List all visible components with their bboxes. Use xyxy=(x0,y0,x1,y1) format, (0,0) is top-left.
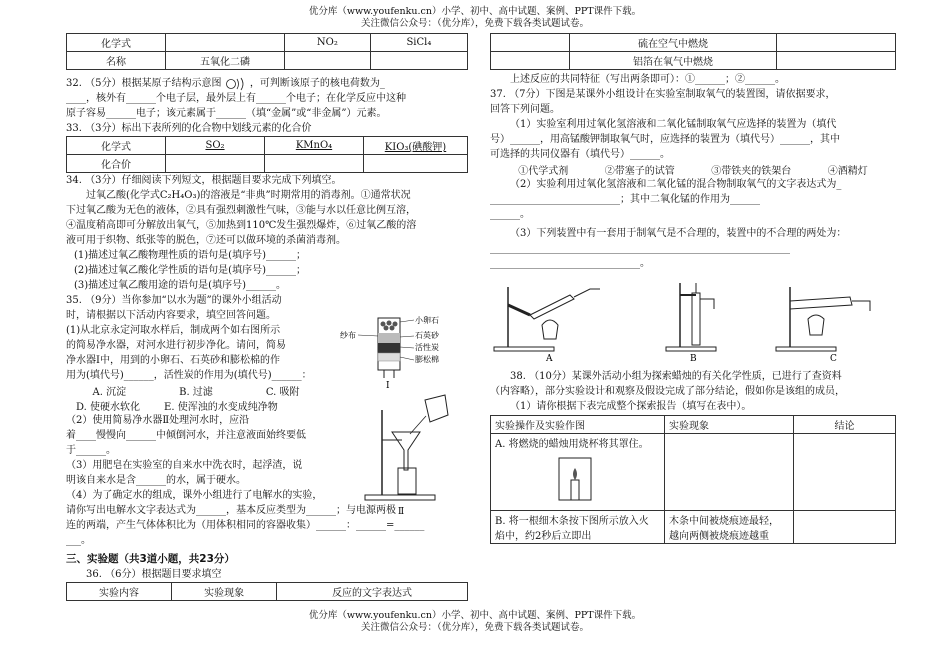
table-header: 结论 xyxy=(794,416,896,434)
table-row xyxy=(491,416,896,434)
table-cell: NO₂ xyxy=(285,34,371,52)
table-cell xyxy=(265,155,364,173)
label-b: B xyxy=(690,354,697,363)
table-cell: 反应的文字表达式 xyxy=(277,583,468,601)
q35-text-f: 用为(填代号)______，活性炭的作用为(填代号)______： xyxy=(66,370,312,381)
cotton-layer xyxy=(378,353,400,361)
option-b: B. 过滤 xyxy=(179,387,213,398)
label-carbon: 活性炭 xyxy=(415,343,439,352)
q35-text-b: 时，请根据以下活动内容要求，填空回答问题。 xyxy=(66,310,276,321)
label-purifier-1: Ⅰ xyxy=(386,381,390,391)
option-a: A. 沉淀 xyxy=(92,387,127,398)
q34-sub-2: (2)描述过氧乙酸化学性质的语句是(填序号)______； xyxy=(74,265,306,276)
q35-text-h: 着____慢慢向______中倾倒河水，并注意液面始终要低 xyxy=(66,430,306,441)
q35-text-m: 请你写出电解水文字表达式为______，基本反应类型为______；与电源两极 xyxy=(66,505,396,516)
header-line-2: 关注微信公众号：（优分库），免费下载各类试题试卷。 xyxy=(360,18,589,29)
question-33: 33. （3分）标出下表所列的化合物中划线元素的化合价 xyxy=(66,123,312,134)
table-row xyxy=(491,34,896,52)
label-sand: 石英砂 xyxy=(415,331,439,340)
table-row xyxy=(67,155,468,173)
label-purifier-2: Ⅱ xyxy=(398,507,405,517)
q32-text-c: ____，核外有______个电子层，最外层上有______个电子；在化学反应中这种 xyxy=(66,93,406,104)
q32-text-d: 原子容易______电子；该元素属于______（填“金属”或“非金属”）元素。 xyxy=(66,108,387,119)
table-cell: 名称 xyxy=(67,52,166,70)
apparatus-a xyxy=(494,287,600,363)
q37-text-c: （1）实验室利用过氧化氢溶液和二氧化锰制取氧气应选择的装置为（填代 xyxy=(510,119,837,130)
q35-options-row-1 xyxy=(66,383,326,398)
combustion-table xyxy=(490,33,896,70)
q35-text-n: 连的两端，产生气体体积比为（用体积相同的容器收集）______：______=______ xyxy=(66,520,425,531)
q35-text-a: 35. （9分）当你参加“以水为题”的课外小组活动 xyxy=(66,295,282,306)
table-header: 实验操作及实验作图 xyxy=(491,416,665,434)
oxygen-apparatus-figure xyxy=(490,275,896,363)
q35-text-block-2 xyxy=(66,413,351,503)
q35-text-g: （2）使用简易净水器Ⅱ处理河水时，应沿 xyxy=(66,415,250,426)
table-cell xyxy=(285,52,371,70)
stand-base xyxy=(365,495,435,500)
candle-beaker-icon xyxy=(555,454,595,504)
reaction-features: 上述反应的共同特征（写出两条即可）：①______；②______。 xyxy=(510,74,785,85)
q35-text-c: (1)从北京永定河取水样后，制成两个如右图所示 xyxy=(66,325,281,336)
table-header: 实验现象 xyxy=(665,416,794,434)
section-3-title: 三、实验题（共3道小题，共23分） xyxy=(66,553,235,565)
q35-text-i: 于______。 xyxy=(66,445,116,456)
q34-para-1: 过氧乙酸(化学式C₂H₄O₃)的溶液是“非典”时期常用的消毒剂。①通常状况 xyxy=(86,190,411,201)
carbon-layer xyxy=(378,343,400,353)
footer-line-2: 关注微信公众号：（优分库），免费下载各类试题试卷。 xyxy=(360,622,589,633)
question-32 xyxy=(66,76,468,91)
question-34: 34. （3分）仔细阅读下列短文，根据题目要求完成下列填空。 xyxy=(66,175,342,186)
q37-options xyxy=(490,162,896,177)
page-header xyxy=(0,6,950,30)
q35-text-j: （3）用肥皂在实验室的自来水中洗衣时，起浮渣，说 xyxy=(66,460,303,471)
q37-text-i: （3）下列装置中有一套用于制氧气是不合理的，装置中的不合理的两处为： xyxy=(510,228,847,239)
option-e: E. 使浑浊的水变成纯净物 xyxy=(164,402,278,413)
table-cell: 实验内容 xyxy=(67,583,172,601)
footer-line-1: 优分库（www.youfenku.cn）小学、初中、高中试题、案例、PPT课件下载。 xyxy=(308,610,642,621)
q34-para-3: ④温度稍高即可分解放出氧气，⑤加热到110℃发生强烈爆炸，⑥过氧乙酸的溶 xyxy=(66,220,417,231)
atom-structure-icon xyxy=(225,77,247,91)
outlet xyxy=(384,370,394,378)
q34-sub-3: (3)描述过氧乙酸用途的语句是(填序号)______。 xyxy=(74,280,286,291)
q35-text-e: 净水器Ⅰ中，用到的小卵石、石英砂和膨松棉的作 xyxy=(66,355,280,366)
q34-para-2: 下过氧乙酸为无色的液体，②具有强烈刺激性气味，③能与水以任意比例互溶， xyxy=(66,205,416,216)
step-b-observation-1: 木条中间被烧痕迹最轻， xyxy=(669,516,779,527)
label-cotton: 膨松棉 xyxy=(415,355,439,364)
table-cell xyxy=(491,52,570,70)
table-cell: 化学式 xyxy=(67,137,166,155)
table-row xyxy=(67,52,468,70)
label-pebble: 小卵石 xyxy=(415,316,439,325)
funnel xyxy=(392,432,420,470)
q37-text-j: ____________________________________________________________ xyxy=(490,243,790,254)
table-cell: 化合价 xyxy=(67,155,166,173)
q38-text-b: （内容略），部分实验设计和观察及假设完成了部分结论，假如你是该组的成员， xyxy=(490,386,845,397)
option-3: ③带铁夹的铁架台 xyxy=(711,166,792,177)
table-cell: 五氧化二磷 xyxy=(166,52,285,70)
table-cell xyxy=(777,34,896,52)
table-cell xyxy=(794,511,896,544)
q35-options-row-2 xyxy=(66,398,356,413)
question-38: 38. （10分）某课外活动小组为探索蜡烛的有关化学性质，已进行了查资料 xyxy=(510,371,842,382)
q34-sub-1: (1)描述过氧乙酸物理性质的语句是(填序号)______； xyxy=(74,250,306,261)
table-cell: SiCl₄ xyxy=(370,34,467,52)
label-gauze: 纱布 xyxy=(340,331,356,340)
apparatus-c xyxy=(776,287,870,363)
step-b-observation-2: 越向两侧被烧痕迹越重 xyxy=(669,531,769,542)
table-row xyxy=(491,434,896,511)
q35-text-block xyxy=(66,293,351,368)
q35-text-l: （4）为了确定水的组成，课外小组进行了电解水的实验， xyxy=(66,490,323,501)
label-a: A xyxy=(546,354,553,363)
q34-para-4: 液可用于织物、纸张等的脱色，⑦还可以做环境的杀菌消毒剂。 xyxy=(66,235,346,246)
table-cell xyxy=(491,434,665,511)
q37-text-k: ______________________________。 xyxy=(490,258,650,269)
sand-layer xyxy=(378,333,400,343)
table-cell xyxy=(364,155,468,173)
label-c: C xyxy=(830,354,837,363)
option-4: ④酒精灯 xyxy=(827,166,868,177)
table-cell xyxy=(166,34,285,52)
water-purifier-figure xyxy=(340,300,465,530)
q37-text-g: __________________________；其中二氧化锰的作用为______ xyxy=(490,194,760,205)
table-row xyxy=(67,34,468,52)
table-cell: 实验现象 xyxy=(172,583,277,601)
glass-rod xyxy=(410,416,426,434)
pebble-layer xyxy=(381,321,398,331)
table-cell xyxy=(491,34,570,52)
table-cell: 化学式 xyxy=(67,34,166,52)
q37-text-b: 回答下列问题。 xyxy=(490,104,560,115)
q38-text-c: （1）请你根据下表完成整个探索报告（填写在表中）。 xyxy=(510,401,752,412)
table-cell: SO₂ xyxy=(166,137,265,155)
table-row xyxy=(491,511,896,544)
step-a-text: A. 将燃烧的蜡烛用烧杯将其罩住。 xyxy=(495,439,649,450)
table-cell xyxy=(665,434,794,511)
q35-text-d: 的简易净水器，对河水进行初步净化。请问，简易 xyxy=(66,340,286,351)
table-cell: 铝箔在氧气中燃烧 xyxy=(570,52,777,70)
q37-text-f: （2）实验利用过氧化氢溶液和二氧化锰的混合物制取氧气的文字表达式为_ xyxy=(510,179,842,190)
experiment-table-36 xyxy=(66,582,468,601)
step-b-text-2: 焰中，约2秒后立即出 xyxy=(495,531,592,542)
q32-text-a: 32. （5分）根据某原子结构示意图 xyxy=(66,78,222,89)
table-row xyxy=(67,583,468,601)
step-b-text-1: B. 将一根细木条按下图所示放入火 xyxy=(495,516,649,527)
table-cell xyxy=(166,155,265,173)
valence-table xyxy=(66,136,468,173)
table-cell: KMnO₄ xyxy=(265,137,364,155)
table-cell: KIO₃(碘酸钾) xyxy=(364,137,468,155)
beaker xyxy=(398,468,416,494)
table-cell xyxy=(370,52,467,70)
candle-report-table xyxy=(490,415,896,544)
question-37: 37. （7分）下图是某课外小组设计在实验室制取氧气的装置图，请依据要求， xyxy=(490,89,836,100)
q35-text-k: 明该自来水是含______的水，属于硬水。 xyxy=(66,475,246,486)
table-cell xyxy=(794,434,896,511)
question-36: 36. （6分）根据题目要求填空 xyxy=(86,569,222,580)
pouring-beaker xyxy=(425,395,448,422)
q37-text-e: 可选择的共同仪器有（填代号）______。 xyxy=(490,149,670,160)
table-row xyxy=(67,137,468,155)
header-line-1: 优分库（www.youfenku.cn）小学、初中、高中试题、案例、PPT课件下载。 xyxy=(308,6,642,17)
table-cell: 硫在空气中燃烧 xyxy=(570,34,777,52)
table-cell xyxy=(491,511,665,544)
q37-text-h: ______。 xyxy=(490,209,530,220)
option-d: D. 使硬水软化 xyxy=(76,402,141,413)
table-cell xyxy=(665,511,794,544)
apparatus-b xyxy=(666,283,716,363)
option-1: ①代学式剂 xyxy=(518,166,569,177)
q32-text-b: ，可判断该原子的核电荷数为_ xyxy=(249,78,385,89)
option-c: C. 吸附 xyxy=(265,387,300,398)
table-row xyxy=(491,52,896,70)
q37-text-d: 号）______，用高锰酸钾制取氧气时，应选择的装置为（填代号）______，其中 xyxy=(490,134,840,145)
formula-name-table xyxy=(66,33,468,70)
option-2: ②带塞子的试管 xyxy=(604,166,675,177)
table-cell xyxy=(777,52,896,70)
right-column xyxy=(490,30,896,544)
q35-text-o: ___。 xyxy=(66,535,91,546)
page-footer xyxy=(0,610,950,634)
